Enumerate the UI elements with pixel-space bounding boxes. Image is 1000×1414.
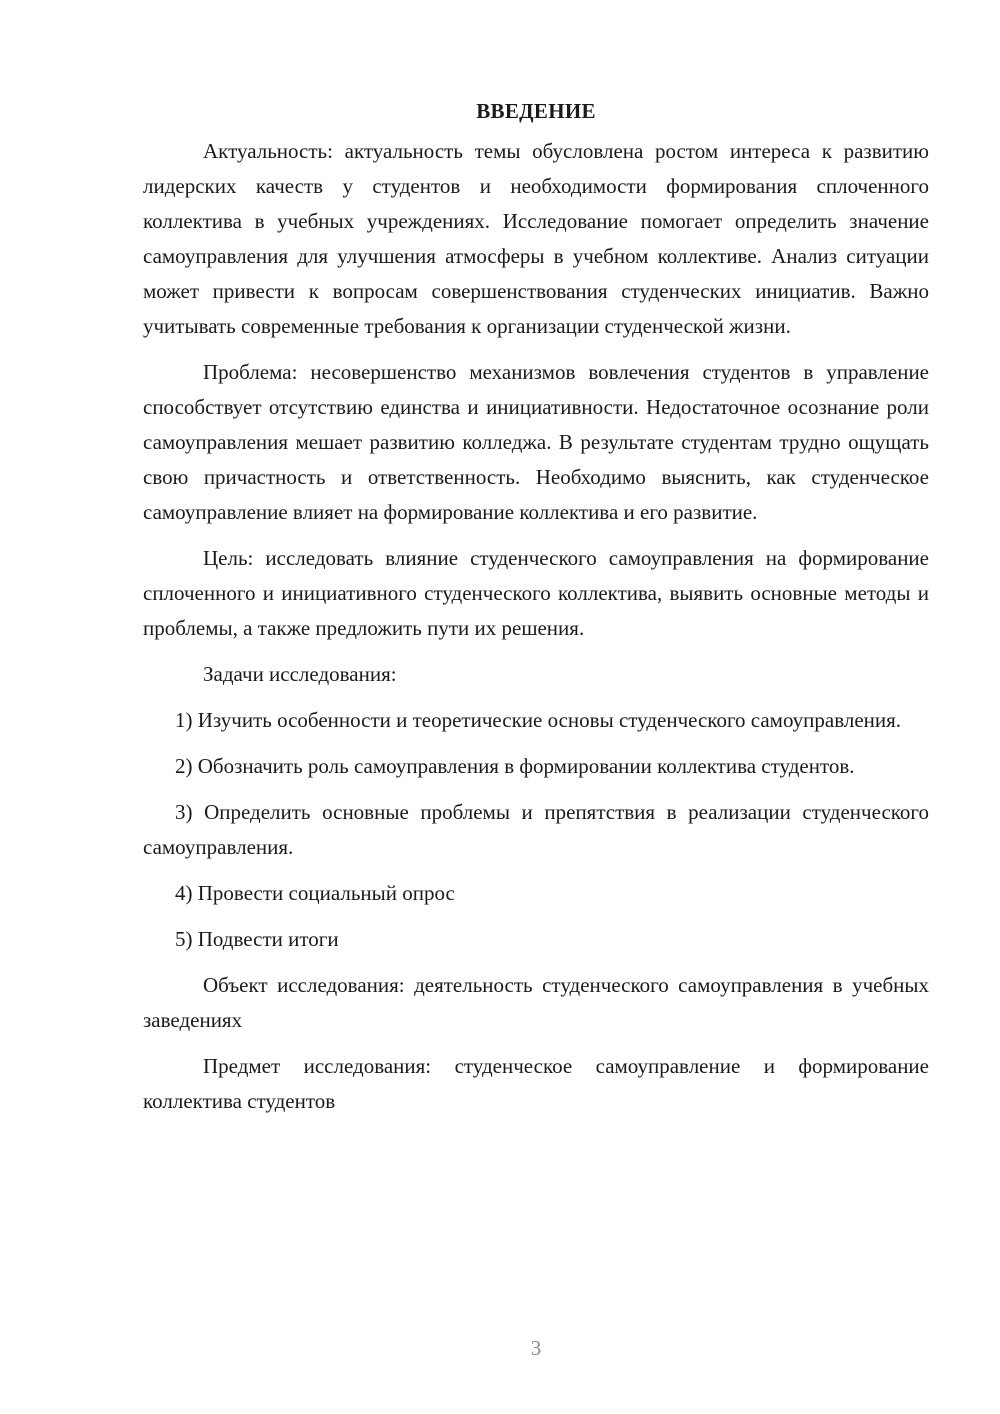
tasks-intro: Задачи исследования:	[203, 662, 397, 686]
page-number: 3	[530, 1336, 542, 1360]
task-item-2: 2) Обозначить роль самоуправления в формировании коллектива студентов.	[175, 754, 855, 778]
problem-paragraph: Проблема: несовершенство механизмов вовлечения студентов в управление способствует отсутствию единства и инициативности. Недостаточное осознание роли самоуправления мешает развитию колледжа. В результате студентам трудно ощущать свою причастность и ответственность. Необходимо выяснить, как студенческое самоуправление влияет на формирование коллектива и его развитие.	[143, 360, 929, 524]
page-content	[143, 94, 929, 1130]
goal-paragraph: Цель: исследовать влияние студенческого самоуправления на формирование сплоченного и инициативного студенческого коллектива, выявить основные методы и проблемы, а также предложить пути их решения.	[143, 546, 929, 640]
object-paragraph: Объект исследования: деятельность студенческого самоуправления в учебных заведениях	[143, 973, 929, 1032]
task-item-4: 4) Провести социальный опрос	[175, 881, 455, 905]
subject-paragraph: Предмет исследования: студенческое самоуправление и формирование коллектива студентов	[143, 1054, 929, 1113]
relevance-paragraph: Актуальность: актуальность темы обусловлена ростом интереса к развитию лидерских качеств у студентов и необходимости формирования сплоченного коллектива в учебных учреждениях. Исследование помогает определить значение самоуправления для улучшения атмосферы в учебном коллективе. Анализ ситуации может привести к вопросам совершенствования студенческих инициатив. Важно учитывать современные требования к организации студенческой жизни.	[143, 139, 929, 338]
task-item-5: 5) Подвести итоги	[175, 927, 339, 951]
task-item-1: 1) Изучить особенности и теоретические основы студенческого самоуправления.	[175, 708, 902, 732]
section-heading: ВВЕДЕНИЕ	[476, 99, 596, 123]
task-item-3: 3) Определить основные проблемы и препятствия в реализации студенческого самоуправления.	[143, 800, 929, 859]
